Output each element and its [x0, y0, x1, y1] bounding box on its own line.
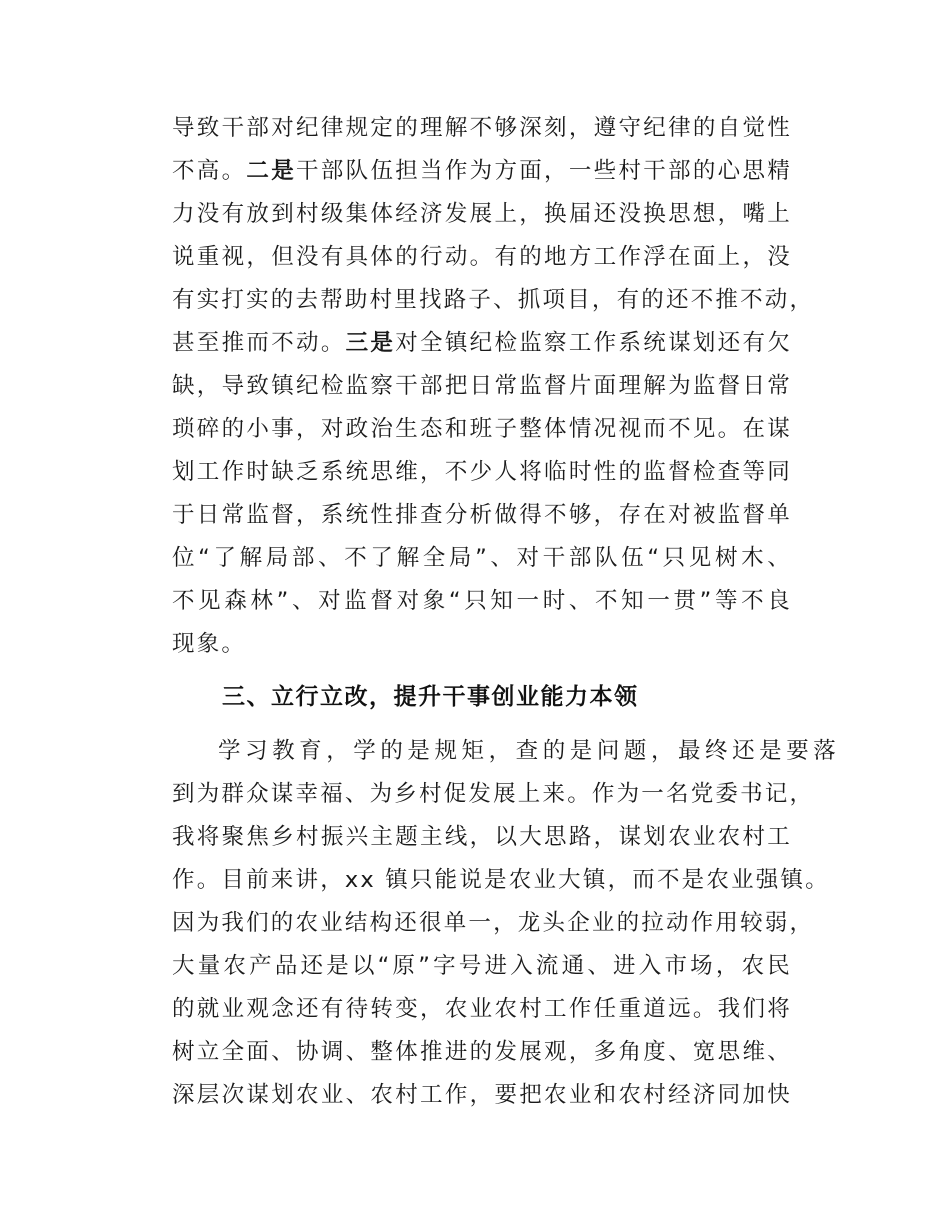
- paragraph-line: 不见森林”、对监督对象“只知一时、不知一贯”等不良: [172, 588, 792, 614]
- paragraph-line: 因为我们的农业结构还很单一，龙头企业的拉动作用较弱，: [172, 910, 815, 936]
- section-heading: 三、立行立改，提升干事创业能力本领: [222, 684, 639, 710]
- text-run: 不高。: [172, 158, 247, 184]
- paragraph-line: 深层次谋划农业、农村工作，要把农业和农村经济同加快: [172, 1082, 792, 1108]
- text-run: 甚至推而不动。: [172, 330, 346, 356]
- paragraph-line: 划工作时缺乏系统思维，不少人将临时性的监督检查等同: [172, 459, 792, 485]
- paragraph-line: 有实打实的去帮助村里找路子、抓项目，有的还不推不动，: [172, 287, 815, 313]
- paragraph-line: 导致干部对纪律规定的理解不够深刻，遵守纪律的自觉性: [172, 115, 792, 141]
- bold-marker: 三是: [345, 330, 396, 356]
- paragraph-line: 我将聚焦乡村振兴主题主线，以大思路，谋划农业农村工: [172, 824, 792, 850]
- bold-marker: 二是: [246, 158, 297, 184]
- paragraph-line: 树立全面、协调、整体推进的发展观，多角度、宽思维、: [172, 1039, 792, 1065]
- paragraph-line: 的就业观念还有待转变，农业农村工作任重道远。我们将: [172, 996, 792, 1022]
- paragraph-line: [172, 326, 792, 360]
- paragraph-line: 学习教育，学的是规矩，查的是问题，最终还是要落: [218, 738, 838, 764]
- paragraph-line: 大量农产品还是以“原”字号进入流通、进入市场，农民: [172, 953, 792, 979]
- paragraph-line: 位“了解局部、不了解全局”、对干部队伍“只见树木、: [172, 545, 792, 571]
- paragraph-line: 缺，导致镇纪检监察干部把日常监督片面理解为监督日常: [172, 373, 792, 399]
- paragraph-line: 现象。: [172, 631, 247, 657]
- paragraph-line: 到为群众谋幸福、为乡村促发展上来。作为一名党委书记，: [172, 781, 815, 807]
- text-run: 干部队伍担当作为方面，一些村干部的心思精: [296, 158, 792, 184]
- paragraph-line: 说重视，但没有具体的行动。有的地方工作浮在面上，没: [172, 244, 792, 270]
- text-run: 对全镇纪检监察工作系统谋划还有欠: [395, 330, 792, 356]
- paragraph-line: 作。目前来讲，xx 镇只能说是农业大镇，而不是农业强镇。: [172, 867, 830, 893]
- paragraph-line: 力没有放到村级集体经济发展上，换届还没换思想，嘴上: [172, 201, 792, 227]
- paragraph-line: 于日常监督，系统性排查分析做得不够，存在对被监督单: [172, 502, 792, 528]
- paragraph-line: 琐碎的小事，对政治生态和班子整体情况视而不见。在谋: [172, 416, 792, 442]
- paragraph-line: [172, 154, 792, 188]
